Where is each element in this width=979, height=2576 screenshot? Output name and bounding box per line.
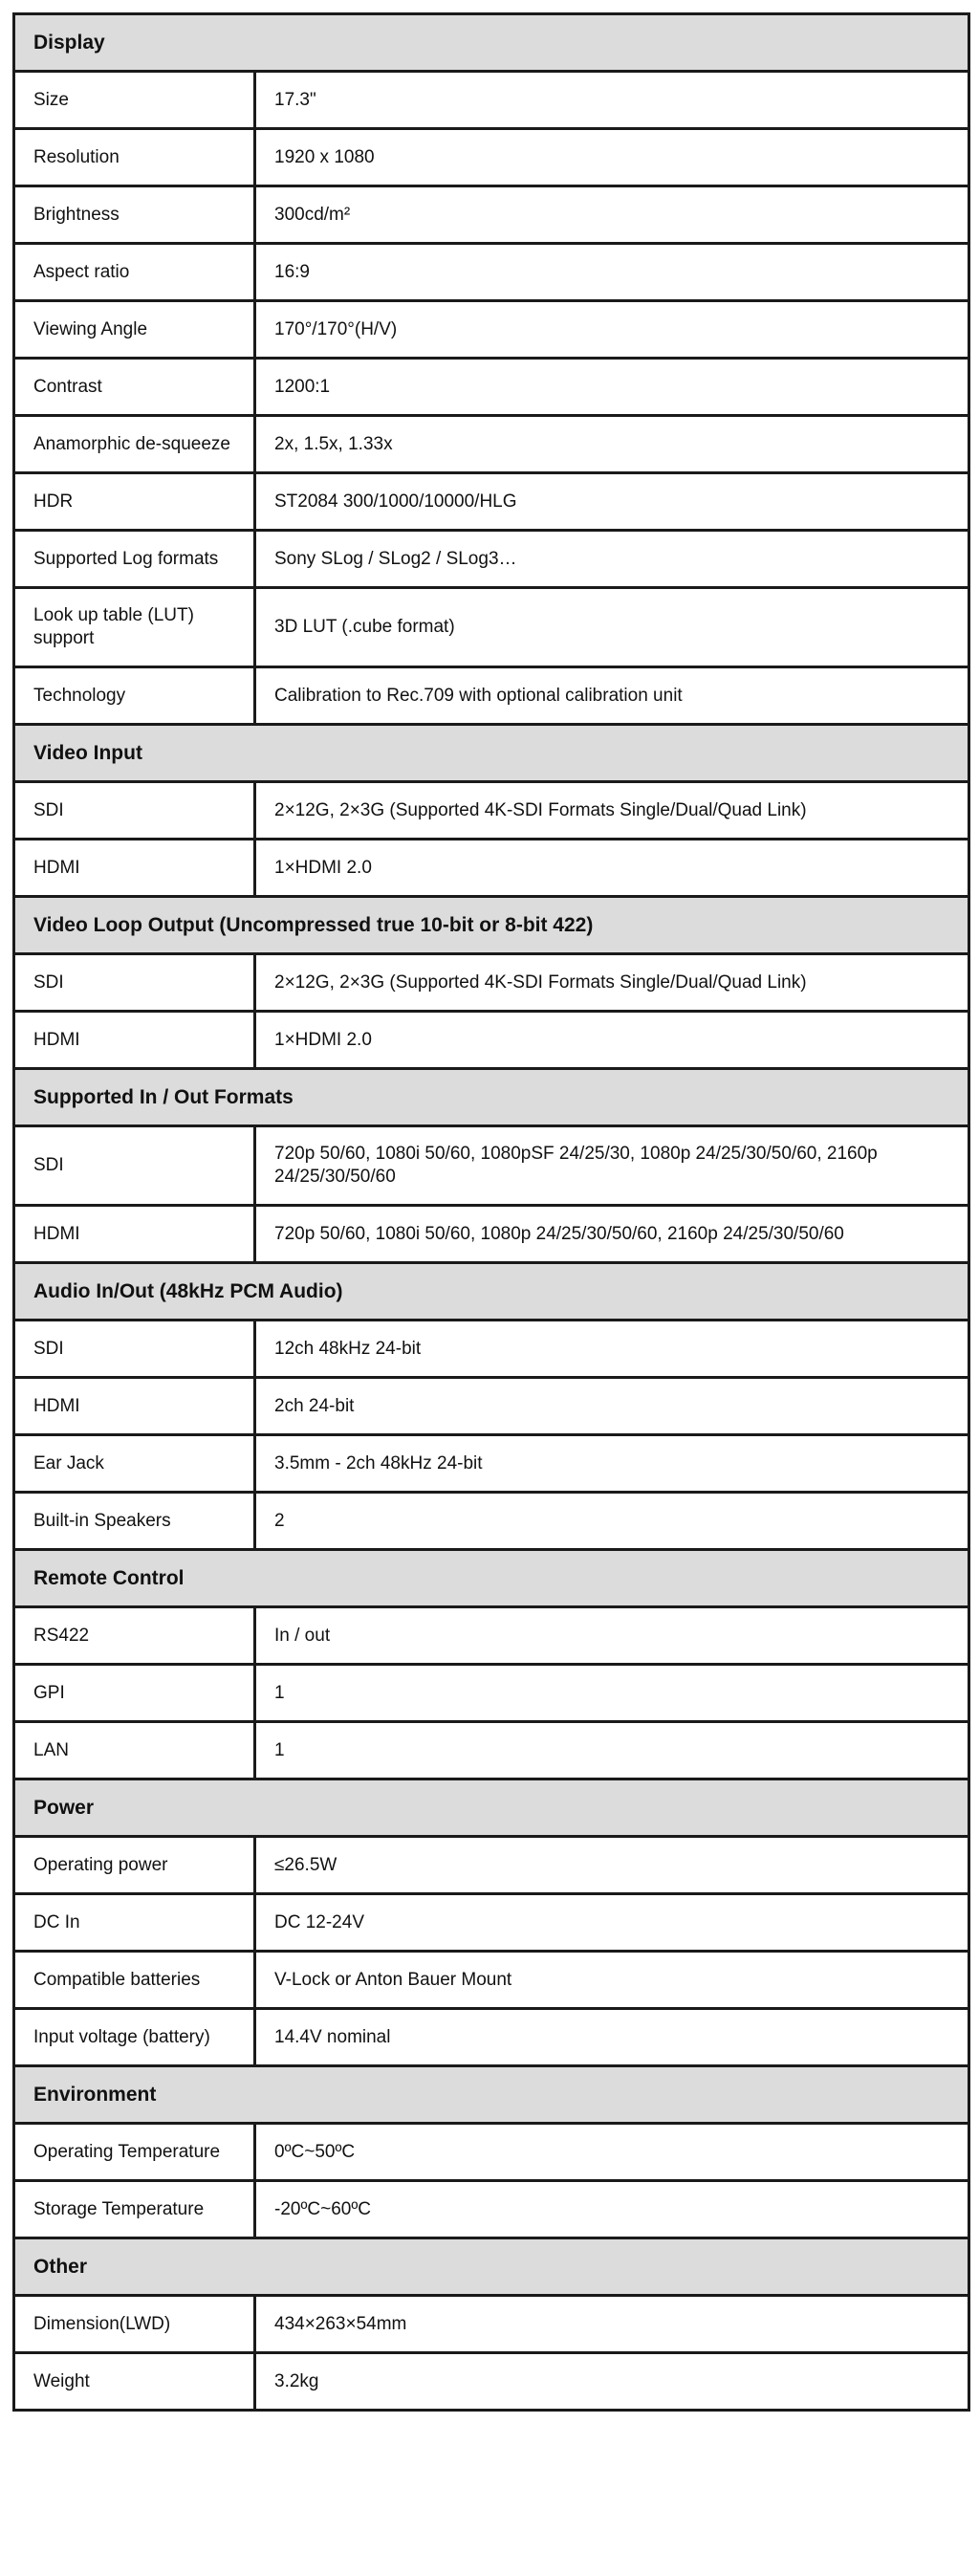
spec-value: 170°/170°(H/V) (255, 301, 969, 359)
section-header-row (14, 1779, 969, 1837)
section-title: Display (14, 14, 969, 72)
spec-row (14, 1012, 969, 1069)
spec-label: Size (14, 72, 255, 129)
spec-value: ST2084 300/1000/10000/HLG (255, 473, 969, 531)
spec-value: 2x, 1.5x, 1.33x (255, 416, 969, 473)
spec-label: Storage Temperature (14, 2181, 255, 2238)
spec-value: 0ºC~50ºC (255, 2124, 969, 2181)
spec-label: Technology (14, 667, 255, 725)
spec-row (14, 1435, 969, 1493)
spec-value: Sony SLog / SLog2 / SLog3… (255, 531, 969, 588)
spec-value: ≤26.5W (255, 1837, 969, 1894)
spec-label: GPI (14, 1665, 255, 1722)
spec-row (14, 1952, 969, 2009)
spec-value: DC 12-24V (255, 1894, 969, 1952)
spec-value: -20ºC~60ºC (255, 2181, 969, 2238)
spec-value: 1×HDMI 2.0 (255, 840, 969, 897)
spec-value: 2×12G, 2×3G (Supported 4K-SDI Formats Single/Dual/Quad Link) (255, 782, 969, 840)
spec-row (14, 531, 969, 588)
spec-row (14, 1126, 969, 1206)
section-header-row (14, 2066, 969, 2124)
spec-row (14, 2181, 969, 2238)
spec-row (14, 667, 969, 725)
spec-label: SDI (14, 1126, 255, 1206)
spec-label: HDMI (14, 840, 255, 897)
spec-row (14, 1206, 969, 1263)
section-header-row (14, 2238, 969, 2296)
spec-value: 12ch 48kHz 24-bit (255, 1321, 969, 1378)
spec-row (14, 1837, 969, 1894)
spec-label: Operating power (14, 1837, 255, 1894)
section-header-row (14, 14, 969, 72)
spec-value: 3D LUT (.cube format) (255, 588, 969, 667)
spec-sheet (12, 12, 968, 2412)
section-header-row (14, 897, 969, 954)
spec-label: HDMI (14, 1378, 255, 1435)
spec-row (14, 416, 969, 473)
spec-row (14, 1722, 969, 1779)
spec-label: Brightness (14, 186, 255, 244)
spec-value: 1×HDMI 2.0 (255, 1012, 969, 1069)
spec-value: 720p 50/60, 1080i 50/60, 1080pSF 24/25/30, 1080p 24/25/30/50/60, 2160p 24/25/30/50/60 (255, 1126, 969, 1206)
spec-label: LAN (14, 1722, 255, 1779)
spec-row (14, 1493, 969, 1550)
spec-label: Viewing Angle (14, 301, 255, 359)
spec-label: Dimension(LWD) (14, 2296, 255, 2353)
spec-value: 720p 50/60, 1080i 50/60, 1080p 24/25/30/50/60, 2160p 24/25/30/50/60 (255, 1206, 969, 1263)
spec-label: HDR (14, 473, 255, 531)
spec-label: Built-in Speakers (14, 1493, 255, 1550)
spec-value: 300cd/m² (255, 186, 969, 244)
spec-value: 2×12G, 2×3G (Supported 4K-SDI Formats Single/Dual/Quad Link) (255, 954, 969, 1012)
spec-row (14, 186, 969, 244)
spec-row (14, 473, 969, 531)
spec-value: V-Lock or Anton Bauer Mount (255, 1952, 969, 2009)
spec-row (14, 2353, 969, 2411)
spec-label: Contrast (14, 359, 255, 416)
spec-table (12, 12, 970, 2412)
spec-value: 1920 x 1080 (255, 129, 969, 186)
spec-row (14, 2296, 969, 2353)
section-title: Video Loop Output (Uncompressed true 10-bit or 8-bit 422) (14, 897, 969, 954)
spec-value: Calibration to Rec.709 with optional calibration unit (255, 667, 969, 725)
spec-row (14, 301, 969, 359)
spec-label: SDI (14, 782, 255, 840)
spec-label: Operating Temperature (14, 2124, 255, 2181)
spec-value: 434×263×54mm (255, 2296, 969, 2353)
spec-label: Compatible batteries (14, 1952, 255, 2009)
spec-value: 3.5mm - 2ch 48kHz 24-bit (255, 1435, 969, 1493)
spec-label: DC In (14, 1894, 255, 1952)
spec-label: HDMI (14, 1012, 255, 1069)
spec-row (14, 1894, 969, 1952)
spec-row (14, 2009, 969, 2066)
spec-table-body (14, 14, 969, 2411)
section-header-row (14, 1263, 969, 1321)
section-title: Power (14, 1779, 969, 1837)
spec-label: RS422 (14, 1607, 255, 1665)
spec-row (14, 244, 969, 301)
section-header-row (14, 1069, 969, 1126)
spec-label: Anamorphic de-squeeze (14, 416, 255, 473)
spec-value: 17.3" (255, 72, 969, 129)
section-header-row (14, 725, 969, 782)
spec-label: Input voltage (battery) (14, 2009, 255, 2066)
section-title: Audio In/Out (48kHz PCM Audio) (14, 1263, 969, 1321)
spec-label: Supported Log formats (14, 531, 255, 588)
spec-value: 1 (255, 1722, 969, 1779)
spec-value: 3.2kg (255, 2353, 969, 2411)
spec-value: 16:9 (255, 244, 969, 301)
spec-label: SDI (14, 1321, 255, 1378)
section-title: Video Input (14, 725, 969, 782)
spec-value: In / out (255, 1607, 969, 1665)
spec-row (14, 954, 969, 1012)
section-title: Remote Control (14, 1550, 969, 1607)
spec-row (14, 840, 969, 897)
spec-row (14, 1321, 969, 1378)
spec-row (14, 2124, 969, 2181)
spec-row (14, 72, 969, 129)
spec-label: HDMI (14, 1206, 255, 1263)
section-title: Other (14, 2238, 969, 2296)
spec-value: 2ch 24-bit (255, 1378, 969, 1435)
spec-row (14, 1665, 969, 1722)
section-title: Environment (14, 2066, 969, 2124)
section-header-row (14, 1550, 969, 1607)
spec-row (14, 1378, 969, 1435)
spec-label: Look up table (LUT) support (14, 588, 255, 667)
spec-row (14, 129, 969, 186)
spec-value: 1 (255, 1665, 969, 1722)
spec-value: 1200:1 (255, 359, 969, 416)
spec-value: 14.4V nominal (255, 2009, 969, 2066)
spec-label: Aspect ratio (14, 244, 255, 301)
spec-row (14, 782, 969, 840)
spec-label: Resolution (14, 129, 255, 186)
spec-value: 2 (255, 1493, 969, 1550)
spec-row (14, 359, 969, 416)
spec-label: Ear Jack (14, 1435, 255, 1493)
section-title: Supported In / Out Formats (14, 1069, 969, 1126)
spec-row (14, 1607, 969, 1665)
spec-label: SDI (14, 954, 255, 1012)
spec-row (14, 588, 969, 667)
spec-label: Weight (14, 2353, 255, 2411)
